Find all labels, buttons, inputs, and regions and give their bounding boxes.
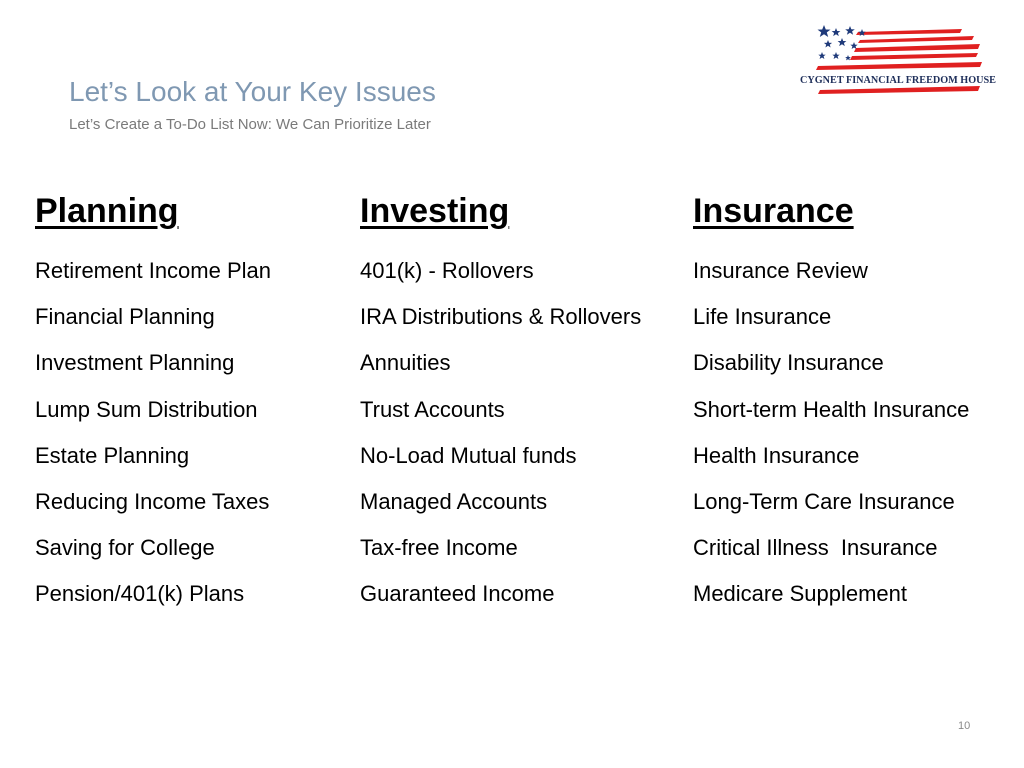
list-item: Financial Planning bbox=[35, 304, 215, 330]
list-item: Saving for College bbox=[35, 535, 215, 561]
list-item: 401(k) - Rollovers bbox=[360, 258, 534, 283]
list-item: Reducing Income Taxes bbox=[35, 489, 270, 515]
list-item: Long-Term Care Insurance bbox=[693, 489, 955, 515]
list-item: Life Insurance bbox=[693, 304, 832, 330]
list-item: Managed Accounts bbox=[360, 489, 548, 515]
column-heading-planning: Planning bbox=[35, 192, 179, 230]
list-item: Trust Accounts bbox=[360, 396, 505, 422]
list-item: Medicare Supplement bbox=[693, 581, 908, 607]
column-heading-insurance: Insurance bbox=[693, 192, 854, 230]
list-item: Disability Insurance bbox=[693, 350, 884, 376]
list-item: IRA Distributions & Rollovers bbox=[360, 304, 642, 330]
list-item: Investment Planning bbox=[35, 350, 235, 376]
list-item: Lump Sum Distribution bbox=[35, 396, 258, 422]
list-investing bbox=[360, 248, 641, 618]
list-item: Estate Planning bbox=[35, 442, 190, 468]
page-subtitle: Let’s Create a To-Do List Now: We Can Prioritize Later bbox=[69, 116, 431, 133]
list-item: Retirement Income Plan bbox=[35, 258, 271, 283]
column-insurance bbox=[693, 188, 969, 618]
page-number: 10 bbox=[958, 720, 971, 732]
column-planning bbox=[35, 188, 271, 618]
list-planning bbox=[35, 248, 271, 618]
list-item: No-Load Mutual funds bbox=[360, 442, 577, 468]
list-item: Tax-free Income bbox=[360, 535, 518, 561]
page-title: Let’s Look at Your Key Issues bbox=[69, 76, 436, 107]
list-item: Health Insurance bbox=[693, 442, 860, 468]
list-insurance bbox=[693, 248, 969, 618]
company-logo bbox=[800, 22, 996, 98]
list-item: Pension/401(k) Plans bbox=[35, 581, 245, 607]
column-heading-investing: Investing bbox=[360, 192, 510, 230]
logo-text: CYGNET FINANCIAL FREEDOM HOUSE bbox=[800, 75, 996, 86]
list-item: Annuities bbox=[360, 350, 451, 376]
column-investing bbox=[360, 188, 641, 618]
list-item: Critical Illness Insurance bbox=[693, 535, 938, 561]
list-item: Insurance Review bbox=[693, 258, 868, 283]
list-item: Short-term Health Insurance bbox=[693, 396, 970, 422]
list-item: Guaranteed Income bbox=[360, 581, 555, 607]
